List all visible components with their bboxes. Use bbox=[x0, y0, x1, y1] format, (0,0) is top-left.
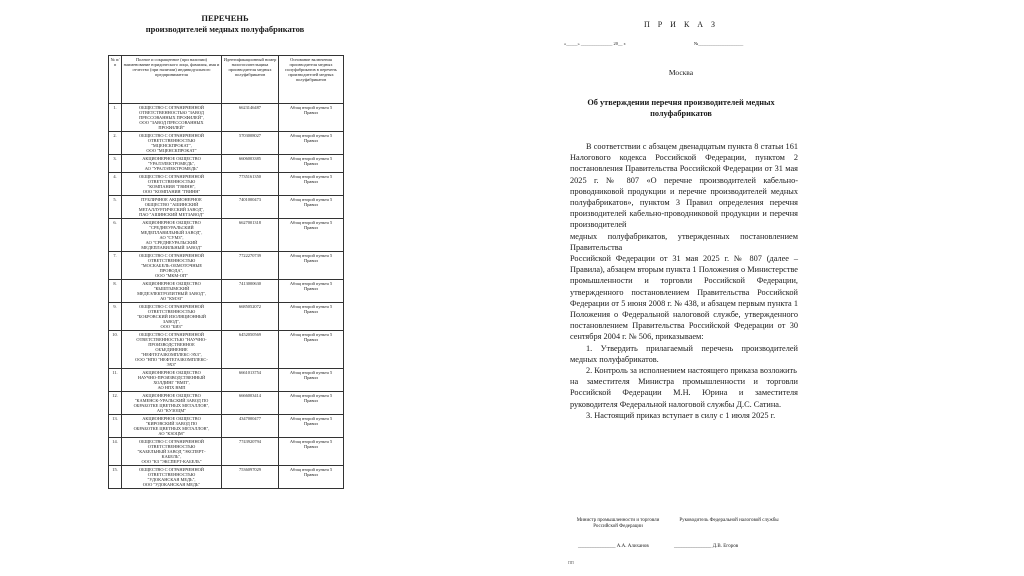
order-paragraph: 2. Контроль за исполнением настоящего приказа возложить bbox=[586, 366, 797, 376]
row-basis bbox=[279, 466, 344, 489]
row-basis bbox=[279, 155, 344, 173]
row-basis bbox=[279, 104, 344, 132]
number-field: №____________________ bbox=[694, 41, 744, 46]
row-number: 15. bbox=[109, 466, 122, 489]
signature-right-name: _______________ Д.В. Егоров bbox=[674, 544, 739, 549]
company-name-line: АКЦИОНЕРНОЕ ОБЩЕСТВО bbox=[142, 416, 201, 421]
row-number: 9. bbox=[109, 303, 122, 331]
company-name-line: МЕТАЛЛУРГИЧЕСКИЙ ЗАВОД", bbox=[138, 207, 205, 212]
list-title-line2: производителей медных полуфабрикатов bbox=[145, 24, 305, 34]
basis-line: Абзац второй пункта 5 bbox=[289, 416, 333, 421]
row-number: 11. bbox=[109, 369, 122, 392]
basis-line: Правил bbox=[304, 110, 318, 115]
company-name-line: МЕДЕПЛАВИЛЬНЫЙ ЗАВОД" bbox=[141, 245, 202, 250]
company-name-line: ОТВЕТСТВЕННОСТЬЮ "ЗАВОД bbox=[139, 110, 204, 115]
basis-line: Абзац второй пункта 5 bbox=[289, 133, 333, 138]
row-number: 1. bbox=[109, 104, 122, 132]
company-name-line: "КОМПАНИЯ "ГВИНН", bbox=[147, 184, 196, 189]
company-name-line: ОБЩЕСТВО С ОГРАНИЧЕННОЙ bbox=[139, 133, 204, 138]
company-name-line: ООО "БИЗ" bbox=[160, 324, 183, 329]
company-name-line: ОБРАБОТКЕ ЦВЕТНЫХ МЕТАЛЛОВ", bbox=[133, 426, 210, 431]
table-row bbox=[109, 173, 344, 196]
basis-line: Абзац второй пункта 5 bbox=[289, 174, 333, 179]
basis-line: Абзац второй пункта 5 bbox=[289, 370, 333, 375]
row-company-name bbox=[122, 104, 222, 132]
row-company-name bbox=[122, 219, 222, 252]
company-name-line: ЗАВОД", bbox=[162, 319, 181, 324]
date-field: «_____» ______________ 20__ г. bbox=[564, 41, 627, 46]
table-row bbox=[109, 415, 344, 438]
table-row bbox=[109, 280, 344, 303]
row-number: 13. bbox=[109, 415, 122, 438]
order-heading-line1: Об утверждении перечня производителей медных bbox=[587, 98, 775, 107]
company-name-line: "СРЕДНЕУРАЛЬСКИЙ bbox=[149, 225, 194, 230]
basis-line: Абзац второй пункта 5 bbox=[289, 105, 333, 110]
company-name-line: "НЕФТЕГАЗКОМПЛЕКС-ЭХЗ", bbox=[141, 352, 202, 357]
row-company-name bbox=[122, 173, 222, 196]
row-basis bbox=[279, 280, 344, 303]
basis-line: Абзац второй пункта 5 bbox=[289, 332, 333, 337]
basis-line: Абзац второй пункта 5 bbox=[289, 156, 333, 161]
table-row bbox=[109, 331, 344, 369]
row-number: 5. bbox=[109, 196, 122, 219]
basis-line: Правил bbox=[304, 138, 318, 143]
basis-line: Правил bbox=[304, 337, 318, 342]
header-num: № п/п bbox=[109, 56, 122, 104]
row-inn: 7413000630 bbox=[222, 280, 279, 303]
order-heading-line2: полуфабрикатов bbox=[650, 109, 712, 118]
row-inn: 7401000473 bbox=[222, 196, 279, 219]
company-name-line: ПУБЛИЧНОЕ АКЦИОНЕРНОЕ bbox=[141, 197, 202, 202]
company-name-line: "МОСКАБЕЛЬ-ОБМОТОЧНЫЕ bbox=[140, 263, 203, 268]
company-name-line: ООО "КОМПАНИЯ "ГВИНН" bbox=[142, 189, 201, 194]
company-name-line: ПРОФИЛЕЙ" bbox=[158, 125, 185, 130]
table-row bbox=[109, 219, 344, 252]
list-title-line1: ПЕРЕЧЕНЬ bbox=[201, 13, 249, 23]
table-row bbox=[109, 155, 344, 173]
row-basis bbox=[279, 392, 344, 415]
basis-line: Правил bbox=[304, 472, 318, 477]
row-inn: 7722270739 bbox=[222, 252, 279, 280]
table-row bbox=[109, 132, 344, 155]
company-name-line: ОТВЕТСТВЕННОСТЬЮ bbox=[147, 258, 196, 263]
basis-line: Абзац второй пункта 5 bbox=[289, 304, 333, 309]
company-name-line: АКЦИОНЕРНОЕ ОБЩЕСТВО bbox=[142, 281, 201, 286]
row-basis bbox=[279, 252, 344, 280]
company-name-line: АО "СРЕДНЕУРАЛЬСКИЙ bbox=[145, 240, 198, 245]
basis-line: Абзац второй пункта 5 bbox=[289, 281, 333, 286]
order-paragraph: медных полуфабрикатов, утвержденных постановлением Правительства bbox=[570, 231, 798, 252]
table-row bbox=[109, 392, 344, 415]
order-page bbox=[556, 0, 806, 576]
company-name-line: АКЦИОНЕРНОЕ ОБЩЕСТВО bbox=[142, 393, 201, 398]
page-footer-mark: ПП bbox=[568, 560, 574, 565]
row-company-name bbox=[122, 252, 222, 280]
company-name-line: ОБРАБОТКЕ ЦВЕТНЫХ МЕТАЛЛОВ", bbox=[133, 403, 210, 408]
basis-line: Абзац второй пункта 5 bbox=[289, 393, 333, 398]
order-paragraph: 1. Утвердить прилагаемый перечень производителей медных полуфабрикатов. bbox=[570, 343, 798, 364]
company-name-line: АКЦИОНЕРНОЕ ОБЩЕСТВО bbox=[142, 370, 201, 375]
row-company-name bbox=[122, 438, 222, 466]
company-name-line: ОБЩЕСТВО С ОГРАНИЧЕННОЙ bbox=[139, 439, 204, 444]
company-name-line: "КАБЕЛЬНЫЙ ЗАВОД "ЭКСПЕРТ- bbox=[137, 449, 206, 454]
company-name-line: "КИРОВСКИЙ ЗАВОД ПО bbox=[145, 421, 198, 426]
basis-line: Правил bbox=[304, 202, 318, 207]
row-basis bbox=[279, 369, 344, 392]
company-name-line: ОТВЕТСТВЕННОСТЬЮ "НАУЧНО- bbox=[136, 337, 207, 342]
company-name-line: ПРЕССОВАННЫХ ПРОФИЛЕЙ", bbox=[139, 115, 204, 120]
row-company-name bbox=[122, 280, 222, 303]
row-inn: 6606003385 bbox=[222, 155, 279, 173]
header-name: Полное и сокращенное (при наличии) наименование юридического лица, фамилия, имя и отчество (при наличии) индивидуального предпринимателя bbox=[122, 56, 222, 104]
company-name-line: ООО "МЦЕНСКПРОКАТ" bbox=[146, 148, 197, 153]
company-name-line: "МЦЕНСКПРОКАТ", bbox=[151, 143, 192, 148]
company-name-line: АО "УРАЛЭЛЕКТРОМЕДЬ" bbox=[144, 166, 199, 171]
row-number: 2. bbox=[109, 132, 122, 155]
row-company-name bbox=[122, 303, 222, 331]
producers-list-page bbox=[100, 0, 350, 576]
basis-line: Абзац второй пункта 5 bbox=[289, 253, 333, 258]
company-name-line: "КАМЕНСК-УРАЛЬСКИЙ ЗАВОД ПО bbox=[134, 398, 209, 403]
basis-line: Правил bbox=[304, 375, 318, 380]
row-inn: 6627001318 bbox=[222, 219, 279, 252]
row-inn: 6452050569 bbox=[222, 331, 279, 369]
company-name-line: МЕДЕЭЛЕКТРОЛИТНЫЙ ЗАВОД", bbox=[137, 291, 206, 296]
order-paragraph: В соответствии с абзацем двенадцатым пункта 8 статьи 161 Налогового кодекса Российской Федерации, пунктом 2 постановления Правительства Российской Федерации от 31 мая 2025 г. № 807 «О перечне производителей кабельно-проводниковой продукции и перечне производителей медных полуфабрикатов», пунктом 3 Правил определения перечня производителей кабельно-проводниковой продукции и перечня производителей bbox=[570, 142, 798, 230]
row-inn: 6666003414 bbox=[222, 392, 279, 415]
order-title: П Р И К А З bbox=[643, 20, 719, 29]
table-row bbox=[109, 303, 344, 331]
company-name-line: ПРОВОДА", bbox=[159, 268, 184, 273]
order-paragraph: на заместителя Министра промышленности и торговли Российской Федерации М.Н. Юрина и заместителя руководителя Федеральной налоговой службы Д.С. Сатина. bbox=[570, 377, 798, 409]
basis-line: Абзац второй пункта 5 bbox=[289, 220, 333, 225]
row-basis bbox=[279, 196, 344, 219]
company-name-line: ПАО "АШИНСКИЙ МЕТЗАВОД" bbox=[139, 212, 204, 217]
table-row bbox=[109, 438, 344, 466]
company-name-line: ОБЩЕСТВО С ОГРАНИЧЕННОЙ bbox=[139, 253, 204, 258]
row-number: 4. bbox=[109, 173, 122, 196]
row-number: 3. bbox=[109, 155, 122, 173]
basis-line: Правил bbox=[304, 421, 318, 426]
company-name-line: ООО "КЗ "ЭКСПЕРТ-КАБЕЛЬ" bbox=[141, 459, 202, 464]
basis-line: Правил bbox=[304, 225, 318, 230]
company-name-line: АО "СУМЗ", bbox=[159, 235, 184, 240]
basis-line: Правил bbox=[304, 444, 318, 449]
row-inn: 7743920794 bbox=[222, 438, 279, 466]
table-row bbox=[109, 252, 344, 280]
company-name-line: КАБЕЛЬ", bbox=[161, 454, 182, 459]
company-name-line: МЕДЕПЛАВИЛЬНЫЙ ЗАВОД", bbox=[140, 230, 203, 235]
table-row bbox=[109, 466, 344, 489]
company-name-line: ОБЩЕСТВО С ОГРАНИЧЕННОЙ bbox=[139, 304, 204, 309]
company-name-line: ЭХЗ" bbox=[166, 362, 177, 367]
company-name-line: АО НПХ ВМП bbox=[157, 385, 186, 390]
signature-right-title: Руководитель Федеральной налоговой службы bbox=[679, 518, 779, 523]
table-row bbox=[109, 104, 344, 132]
producers-table-body bbox=[109, 104, 344, 489]
basis-line: Правил bbox=[304, 286, 318, 291]
company-name-line: АКЦИОНЕРНОЕ ОБЩЕСТВО bbox=[142, 220, 201, 225]
company-name-line: ОБЪЕДИНЕНИЕ bbox=[155, 347, 188, 352]
company-name-line: ОБЩЕСТВО С ОГРАНИЧЕННОЙ bbox=[139, 174, 204, 179]
table-header-row bbox=[109, 56, 344, 104]
row-basis bbox=[279, 415, 344, 438]
order-heading bbox=[556, 97, 806, 119]
row-basis bbox=[279, 219, 344, 252]
row-inn: 7735161350 bbox=[222, 173, 279, 196]
row-number: 12. bbox=[109, 392, 122, 415]
row-company-name bbox=[122, 132, 222, 155]
company-name-line: ОТВЕТСТВЕННОСТЬЮ bbox=[147, 309, 196, 314]
row-company-name bbox=[122, 415, 222, 438]
company-name-line: ОБЩЕСТВО С ОГРАНИЧЕННОЙ bbox=[139, 332, 204, 337]
company-name-line: ХОЛДИНГ "ВМП", bbox=[153, 380, 190, 385]
table-row bbox=[109, 369, 344, 392]
row-number: 8. bbox=[109, 280, 122, 303]
row-inn: 4347000477 bbox=[222, 415, 279, 438]
basis-line: Правил bbox=[304, 398, 318, 403]
company-name-line: НАУЧНО-ПРОИЗВОДСТВЕННЫЙ bbox=[137, 375, 206, 380]
row-basis bbox=[279, 173, 344, 196]
row-inn: 6685052072 bbox=[222, 303, 279, 331]
signature-left-title: Министр промышленности и торговли Российской Федерации bbox=[576, 518, 660, 529]
row-basis bbox=[279, 331, 344, 369]
basis-line: Абзац второй пункта 5 bbox=[289, 439, 333, 444]
producers-table bbox=[108, 55, 344, 489]
row-basis bbox=[279, 132, 344, 155]
company-name-line: ОТВЕТСТВЕННОСТЬЮ bbox=[147, 444, 196, 449]
company-name-line: ОБЩЕСТВО С ОГРАНИЧЕННОЙ bbox=[139, 105, 204, 110]
row-inn: 6623146487 bbox=[222, 104, 279, 132]
row-inn: 5703008027 bbox=[222, 132, 279, 155]
company-name-line: "УДОКАНСКАЯ МЕДЬ", bbox=[147, 477, 196, 482]
company-name-line: "КЫШТЫМСКИЙ bbox=[153, 286, 190, 291]
row-number: 10. bbox=[109, 331, 122, 369]
company-name-line: АКЦИОНЕРНОЕ ОБЩЕСТВО bbox=[142, 156, 201, 161]
row-company-name bbox=[122, 466, 222, 489]
row-company-name bbox=[122, 369, 222, 392]
header-basis: Основание включения производителя медных полуфабрикатов в перечень производителей медных полуфабрикатов bbox=[279, 56, 344, 104]
company-name-line: ПРОИЗВОДСТВЕННОЕ bbox=[148, 342, 195, 347]
row-inn: 6661013754 bbox=[222, 369, 279, 392]
basis-line: Правил bbox=[304, 309, 318, 314]
basis-line: Правил bbox=[304, 161, 318, 166]
basis-line: Правил bbox=[304, 258, 318, 263]
company-name-line: ОТВЕТСТВЕННОСТЬЮ bbox=[147, 472, 196, 477]
basis-line: Абзац второй пункта 5 bbox=[289, 197, 333, 202]
table-row bbox=[109, 196, 344, 219]
company-name-line: ОБЩЕСТВО "АШИНСКИЙ bbox=[144, 202, 199, 207]
row-number: 14. bbox=[109, 438, 122, 466]
row-company-name bbox=[122, 392, 222, 415]
row-basis bbox=[279, 438, 344, 466]
company-name-line: "УРАЛЭЛЕКТРОМЕДЬ", bbox=[147, 161, 196, 166]
row-number: 7. bbox=[109, 252, 122, 280]
signature-left-name: _______________ А.А. Алиханов bbox=[578, 544, 649, 549]
company-name-line: ООО "МКМ-ОП" bbox=[155, 273, 188, 278]
row-company-name bbox=[122, 331, 222, 369]
header-inn: Идентификационный номер налогоплательщика производителя медных полуфабрикатов bbox=[222, 56, 279, 104]
company-name-line: АО "КМЭЗ" bbox=[160, 296, 183, 301]
order-paragraph: Российской Федерации от 31 мая 2025 г. № 807 (далее – Правила), абзацем вторым пункта 1 Положения о Министерстве промышленности и торговли Российской Федерации, утвержденного постановлением Правительства Российской Федерации от 5 июня 2008 г. № 438, и абзацем первым пункта 1 Положения о Федеральной налоговой службе, утвержденного постановлением Правительства Российской Федерации от 30 сентября 2004 г. № 506, приказываем: bbox=[570, 254, 798, 342]
company-name-line: АО "КЗОЦМ" bbox=[158, 431, 185, 436]
row-basis bbox=[279, 303, 344, 331]
company-name-line: АО "КУЗОЦМ" bbox=[156, 408, 187, 413]
order-body bbox=[570, 141, 798, 421]
city: Москва bbox=[668, 68, 694, 77]
row-company-name bbox=[122, 155, 222, 173]
company-name-line: ОБЩЕСТВО С ОГРАНИЧЕННОЙ bbox=[139, 467, 204, 472]
row-number: 6. bbox=[109, 219, 122, 252]
company-name-line: "БОБРОВСКИЙ ИЗОЛЯЦИОННЫЙ bbox=[137, 314, 206, 319]
list-title bbox=[100, 13, 350, 35]
row-company-name bbox=[122, 196, 222, 219]
order-paragraph: 3. Настоящий приказ вступает в силу с 1 июля 2025 г. bbox=[586, 410, 776, 420]
basis-line: Абзац второй пункта 5 bbox=[289, 467, 333, 472]
company-name-line: ООО "ЗАВОД ПРЕССОВАННЫХ bbox=[139, 120, 204, 125]
company-name-line: ООО "НПО "НЕФТЕГАЗКОМПЛЕКС- bbox=[135, 357, 208, 362]
company-name-line: ОТВЕТСТВЕННОСТЬЮ bbox=[147, 138, 196, 143]
row-inn: 7536097029 bbox=[222, 466, 279, 489]
company-name-line: ООО "УДОКАНСКАЯ МЕДЬ" bbox=[142, 482, 201, 487]
basis-line: Правил bbox=[304, 179, 318, 184]
company-name-line: ОТВЕТСТВЕННОСТЬЮ bbox=[147, 179, 196, 184]
